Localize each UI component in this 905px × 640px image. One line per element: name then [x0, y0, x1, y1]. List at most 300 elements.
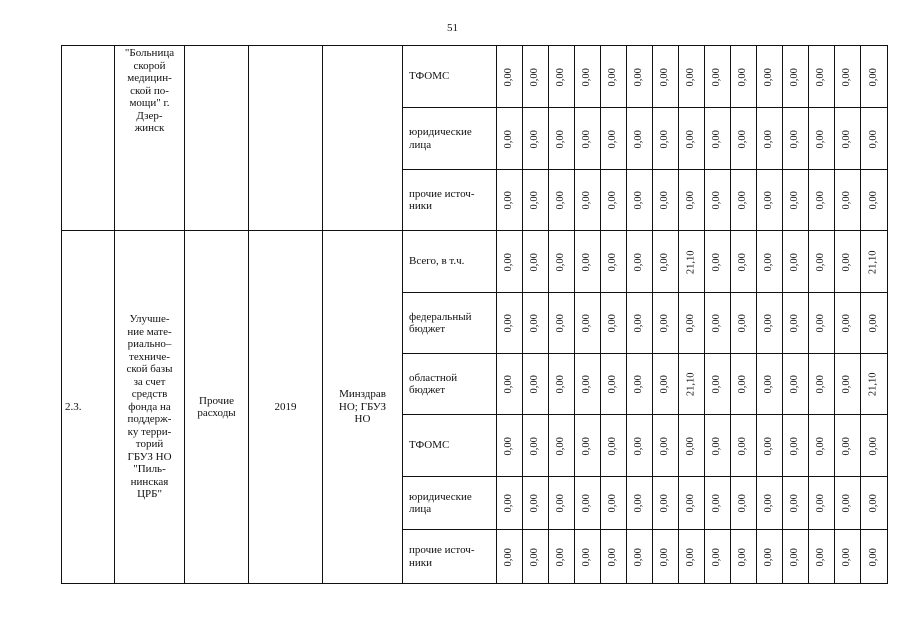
value-cell — [627, 477, 653, 530]
value-text: 0,00 — [711, 436, 723, 456]
value-cell — [861, 354, 888, 415]
value-text: 0,00 — [789, 252, 801, 272]
value-cell — [783, 415, 809, 477]
value-cell — [783, 530, 809, 584]
funding-source-line: ники — [409, 556, 433, 569]
executor-cell — [323, 231, 403, 584]
value-text: 0,00 — [815, 191, 827, 210]
value-text: 0,00 — [503, 314, 515, 333]
value-cell — [835, 415, 861, 477]
value-cell — [601, 231, 627, 293]
value-cell — [575, 231, 601, 293]
value-text: 0,00 — [529, 375, 541, 394]
value-text: 0,00 — [633, 191, 645, 210]
value-cell — [549, 530, 575, 584]
value-cell — [835, 477, 861, 530]
value-cell — [575, 46, 601, 108]
value-text: 0,00 — [685, 547, 697, 567]
value-cell — [731, 108, 757, 170]
value-cell — [523, 231, 549, 293]
value-cell — [601, 354, 627, 415]
value-cell — [835, 354, 861, 415]
value-cell — [731, 477, 757, 530]
value-text: 0,00 — [763, 252, 775, 272]
value-cell — [757, 354, 783, 415]
value-text: 0,00 — [789, 547, 801, 567]
value-text: 0,00 — [503, 375, 515, 394]
value-text: 0,00 — [685, 67, 697, 87]
value-text: 0,00 — [529, 494, 541, 513]
value-cell — [549, 293, 575, 354]
value-text: 0,00 — [867, 67, 879, 87]
funding-source-line: ТФОМС — [409, 439, 450, 452]
value-cell — [627, 231, 653, 293]
row-code: 2.3. — [62, 231, 115, 584]
value-text: 0,00 — [789, 191, 801, 210]
value-text: 0,00 — [529, 547, 541, 567]
value-cell — [679, 354, 705, 415]
value-text: 0,00 — [815, 375, 827, 394]
value-text: 0,00 — [737, 191, 749, 210]
object-name-line: скорой — [133, 59, 166, 72]
value-cell — [809, 231, 835, 293]
value-cell — [731, 415, 757, 477]
value-cell — [575, 293, 601, 354]
value-text: 0,00 — [503, 67, 515, 87]
value-text: 0,00 — [581, 67, 593, 87]
value-text: 0,00 — [581, 494, 593, 513]
funding-source-cell — [403, 231, 497, 293]
value-text: 0,00 — [789, 314, 801, 333]
executor-line: Минздрав — [339, 388, 386, 401]
value-text: 0,00 — [555, 129, 567, 149]
value-text: 0,00 — [737, 67, 749, 87]
expense-type-line: расходы — [197, 407, 236, 419]
value-cell — [523, 530, 549, 584]
value-cell — [835, 293, 861, 354]
value-text: 0,00 — [607, 375, 619, 394]
value-cell — [549, 415, 575, 477]
value-cell — [601, 46, 627, 108]
value-text: 0,00 — [555, 314, 567, 333]
value-text: 0,00 — [685, 314, 697, 333]
value-cell — [497, 108, 523, 170]
value-cell — [575, 108, 601, 170]
value-cell — [705, 231, 731, 293]
value-cell — [731, 293, 757, 354]
value-text: 0,00 — [815, 436, 827, 456]
value-text: 0,00 — [529, 436, 541, 456]
funding-source-line: юридические — [409, 490, 472, 503]
value-text: 0,00 — [633, 547, 645, 567]
value-cell — [809, 354, 835, 415]
value-text: 21,10 — [867, 372, 879, 397]
value-text: 0,00 — [815, 314, 827, 333]
value-cell — [575, 530, 601, 584]
value-text: 0,00 — [633, 252, 645, 272]
funding-source-line: прочие источ- — [409, 187, 475, 200]
value-text: 0,00 — [815, 494, 827, 513]
value-text: 0,00 — [867, 129, 879, 149]
expense-type-cell — [185, 231, 249, 584]
value-cell — [705, 354, 731, 415]
year-cell — [249, 46, 323, 231]
object-name-line: средств — [131, 388, 168, 401]
value-cell — [575, 477, 601, 530]
value-text: 0,00 — [503, 547, 515, 567]
value-cell — [783, 477, 809, 530]
funding-source-cell — [403, 108, 497, 170]
value-text: 0,00 — [633, 314, 645, 333]
value-text: 0,00 — [841, 436, 853, 456]
value-text: 0,00 — [581, 191, 593, 210]
object-name-line: торий — [135, 438, 164, 451]
value-cell — [705, 477, 731, 530]
object-name-line: Улучше- — [129, 313, 170, 326]
value-text: 0,00 — [711, 314, 723, 333]
value-cell — [783, 293, 809, 354]
value-text: 0,00 — [555, 375, 567, 394]
value-cell — [601, 530, 627, 584]
value-text: 0,00 — [711, 252, 723, 272]
value-cell — [757, 415, 783, 477]
value-cell — [679, 415, 705, 477]
value-text: 0,00 — [711, 67, 723, 87]
funding-source-line: бюджет — [409, 323, 445, 335]
value-cell — [601, 170, 627, 231]
value-cell — [731, 170, 757, 231]
value-text: 0,00 — [763, 436, 775, 456]
object-name-line: ку терри- — [127, 425, 172, 438]
value-cell — [653, 477, 679, 530]
value-cell — [523, 108, 549, 170]
value-cell — [705, 46, 731, 108]
object-name-line: ГБУЗ НО — [127, 450, 172, 463]
value-cell — [497, 530, 523, 584]
value-cell — [497, 170, 523, 231]
value-text: 0,00 — [841, 67, 853, 87]
value-text: 0,00 — [763, 67, 775, 87]
value-text: 0,00 — [841, 375, 853, 394]
value-text: 0,00 — [633, 375, 645, 394]
value-text: 0,00 — [711, 375, 723, 394]
value-text: 0,00 — [659, 494, 671, 513]
value-cell — [653, 46, 679, 108]
value-cell — [653, 293, 679, 354]
value-cell — [575, 415, 601, 477]
value-cell — [705, 293, 731, 354]
object-name-line: Дзер- — [136, 109, 163, 122]
value-text: 0,00 — [555, 436, 567, 456]
funding-source-line: Всего, в т.ч. — [409, 255, 465, 268]
value-text: 0,00 — [503, 252, 515, 272]
object-name-line: жинск — [134, 122, 165, 134]
object-name-line: риально– — [127, 338, 172, 351]
value-cell — [731, 530, 757, 584]
object-name-line: техниче- — [129, 350, 170, 363]
object-name-line: "Пиль- — [133, 463, 166, 476]
value-text: 0,00 — [737, 129, 749, 149]
value-cell — [757, 530, 783, 584]
value-cell — [653, 108, 679, 170]
value-text: 0,00 — [867, 314, 879, 333]
value-text: 0,00 — [789, 436, 801, 456]
value-cell — [783, 46, 809, 108]
value-cell — [861, 477, 888, 530]
value-text: 0,00 — [581, 375, 593, 394]
object-name-line: фонда на — [128, 400, 171, 413]
value-text: 0,00 — [607, 191, 619, 210]
value-cell — [653, 354, 679, 415]
object-name-line: "Больница — [124, 47, 175, 59]
value-cell — [809, 293, 835, 354]
value-cell — [861, 108, 888, 170]
value-text: 21,10 — [685, 372, 697, 397]
value-cell — [549, 231, 575, 293]
value-cell — [497, 231, 523, 293]
value-cell — [783, 354, 809, 415]
value-cell — [523, 477, 549, 530]
value-text: 0,00 — [633, 129, 645, 149]
value-cell — [679, 170, 705, 231]
value-cell — [757, 231, 783, 293]
value-cell — [783, 231, 809, 293]
value-text: 0,00 — [581, 314, 593, 333]
funding-source-cell — [403, 170, 497, 231]
value-text: 0,00 — [659, 547, 671, 567]
value-text: 0,00 — [789, 67, 801, 87]
value-cell — [757, 170, 783, 231]
value-cell — [705, 415, 731, 477]
funding-source-line: лица — [409, 138, 432, 151]
value-cell — [705, 108, 731, 170]
value-cell — [809, 415, 835, 477]
value-cell — [497, 354, 523, 415]
value-cell — [601, 293, 627, 354]
value-cell — [523, 415, 549, 477]
object-name-line: медицин- — [127, 72, 172, 84]
value-text: 0,00 — [555, 547, 567, 567]
object-name-line: ской по- — [130, 84, 169, 97]
value-text: 21,10 — [685, 250, 697, 274]
value-text: 0,00 — [737, 436, 749, 456]
value-cell — [523, 354, 549, 415]
funding-source-line: областной — [409, 371, 458, 384]
value-text: 0,00 — [763, 191, 775, 210]
value-cell — [549, 354, 575, 415]
funding-source-cell — [403, 530, 497, 584]
value-cell — [549, 170, 575, 231]
value-cell — [783, 108, 809, 170]
value-text: 0,00 — [685, 436, 697, 456]
value-text: 0,00 — [841, 314, 853, 333]
value-cell — [679, 293, 705, 354]
value-text: 0,00 — [633, 494, 645, 513]
value-text: 0,00 — [867, 494, 879, 513]
value-text: 0,00 — [685, 191, 697, 210]
value-text: 0,00 — [789, 375, 801, 394]
value-cell — [653, 530, 679, 584]
value-cell — [679, 231, 705, 293]
value-cell — [601, 108, 627, 170]
value-cell — [575, 170, 601, 231]
value-cell — [523, 293, 549, 354]
value-cell — [575, 354, 601, 415]
value-text: 0,00 — [581, 436, 593, 456]
value-cell — [679, 530, 705, 584]
table-row — [62, 46, 888, 108]
value-text: 0,00 — [529, 191, 541, 210]
funding-source-line: юридические — [409, 126, 472, 138]
executor-line: НО; ГБУЗ — [338, 400, 387, 413]
value-cell — [549, 46, 575, 108]
value-cell — [835, 231, 861, 293]
value-text: 0,00 — [841, 494, 853, 513]
value-cell — [731, 354, 757, 415]
object-name-line: ской базы — [126, 363, 173, 376]
value-cell — [835, 530, 861, 584]
funding-source-cell — [403, 354, 497, 415]
value-cell — [809, 530, 835, 584]
value-text: 0,00 — [659, 314, 671, 333]
value-text: 0,00 — [555, 252, 567, 272]
value-text: 0,00 — [789, 129, 801, 149]
value-text: 0,00 — [685, 494, 697, 513]
value-cell — [809, 170, 835, 231]
expense-type-cell — [185, 46, 249, 231]
value-cell — [601, 477, 627, 530]
value-cell — [861, 170, 888, 231]
value-text: 0,00 — [607, 494, 619, 513]
object-name-line: нинская — [130, 475, 169, 488]
value-cell — [679, 108, 705, 170]
value-text: 0,00 — [503, 494, 515, 513]
expense-type-line: Прочие — [199, 394, 234, 407]
value-text: 0,00 — [581, 129, 593, 149]
funding-source-line: ТФОМС — [409, 70, 450, 83]
value-text: 0,00 — [529, 252, 541, 272]
value-cell — [627, 170, 653, 231]
value-cell — [627, 293, 653, 354]
value-text: 0,00 — [841, 129, 853, 149]
value-text: 0,00 — [581, 252, 593, 272]
value-text: 0,00 — [607, 314, 619, 333]
value-text: 0,00 — [633, 436, 645, 456]
value-cell — [809, 108, 835, 170]
value-text: 0,00 — [633, 67, 645, 87]
budget-table — [61, 45, 888, 584]
value-text: 0,00 — [815, 252, 827, 272]
value-text: 0,00 — [685, 129, 697, 149]
value-text: 0,00 — [503, 436, 515, 456]
value-text: 0,00 — [607, 67, 619, 87]
value-cell — [861, 293, 888, 354]
value-cell — [783, 170, 809, 231]
value-text: 0,00 — [841, 191, 853, 210]
value-cell — [549, 477, 575, 530]
value-text: 21,10 — [867, 250, 879, 274]
value-cell — [861, 415, 888, 477]
value-text: 0,00 — [607, 436, 619, 456]
value-cell — [679, 477, 705, 530]
object-name-line: ЦРБ" — [137, 488, 162, 501]
value-cell — [549, 108, 575, 170]
value-cell — [627, 354, 653, 415]
value-cell — [601, 415, 627, 477]
funding-source-cell — [403, 477, 497, 530]
value-cell — [705, 530, 731, 584]
value-cell — [497, 415, 523, 477]
value-text: 0,00 — [763, 314, 775, 333]
value-text: 0,00 — [815, 67, 827, 87]
value-text: 0,00 — [841, 252, 853, 272]
value-text: 0,00 — [867, 436, 879, 456]
value-text: 0,00 — [581, 547, 593, 567]
object-name-cell — [115, 231, 185, 584]
object-name-line: за счет — [133, 375, 166, 388]
object-name-cell — [115, 46, 185, 231]
value-cell — [757, 46, 783, 108]
value-text: 0,00 — [607, 252, 619, 272]
value-text: 0,00 — [555, 191, 567, 210]
value-cell — [627, 530, 653, 584]
value-text: 0,00 — [659, 129, 671, 149]
value-cell — [835, 46, 861, 108]
value-cell — [809, 477, 835, 530]
table-row — [62, 231, 888, 293]
value-text: 0,00 — [555, 67, 567, 87]
value-cell — [809, 46, 835, 108]
funding-source-cell — [403, 46, 497, 108]
funding-source-line: лица — [409, 503, 432, 515]
value-cell — [653, 170, 679, 231]
funding-source-line: федеральный — [409, 310, 472, 323]
funding-source-line: бюджет — [409, 384, 445, 396]
value-text: 0,00 — [607, 547, 619, 567]
value-text: 0,00 — [737, 547, 749, 567]
value-cell — [497, 293, 523, 354]
object-name-line: поддерж- — [127, 413, 172, 426]
value-text: 0,00 — [763, 547, 775, 567]
funding-source-line: ники — [409, 200, 433, 212]
value-cell — [497, 477, 523, 530]
value-text: 0,00 — [711, 494, 723, 513]
value-cell — [653, 231, 679, 293]
value-text: 0,00 — [815, 129, 827, 149]
value-cell — [523, 46, 549, 108]
value-text: 0,00 — [659, 252, 671, 272]
funding-source-cell — [403, 293, 497, 354]
value-cell — [861, 231, 888, 293]
value-cell — [757, 293, 783, 354]
value-cell — [627, 415, 653, 477]
value-text: 0,00 — [763, 494, 775, 513]
year-cell: 2019 — [249, 231, 323, 584]
executor-line: НО — [354, 413, 371, 426]
value-text: 0,00 — [529, 314, 541, 333]
value-text: 0,00 — [763, 129, 775, 149]
value-text: 0,00 — [763, 375, 775, 394]
value-text: 0,00 — [711, 547, 723, 567]
value-text: 0,00 — [815, 547, 827, 567]
value-cell — [861, 46, 888, 108]
value-text: 0,00 — [555, 494, 567, 513]
value-text: 0,00 — [867, 547, 879, 567]
value-text: 0,00 — [503, 129, 515, 149]
value-cell — [523, 170, 549, 231]
value-text: 0,00 — [737, 314, 749, 333]
value-text: 0,00 — [841, 547, 853, 567]
